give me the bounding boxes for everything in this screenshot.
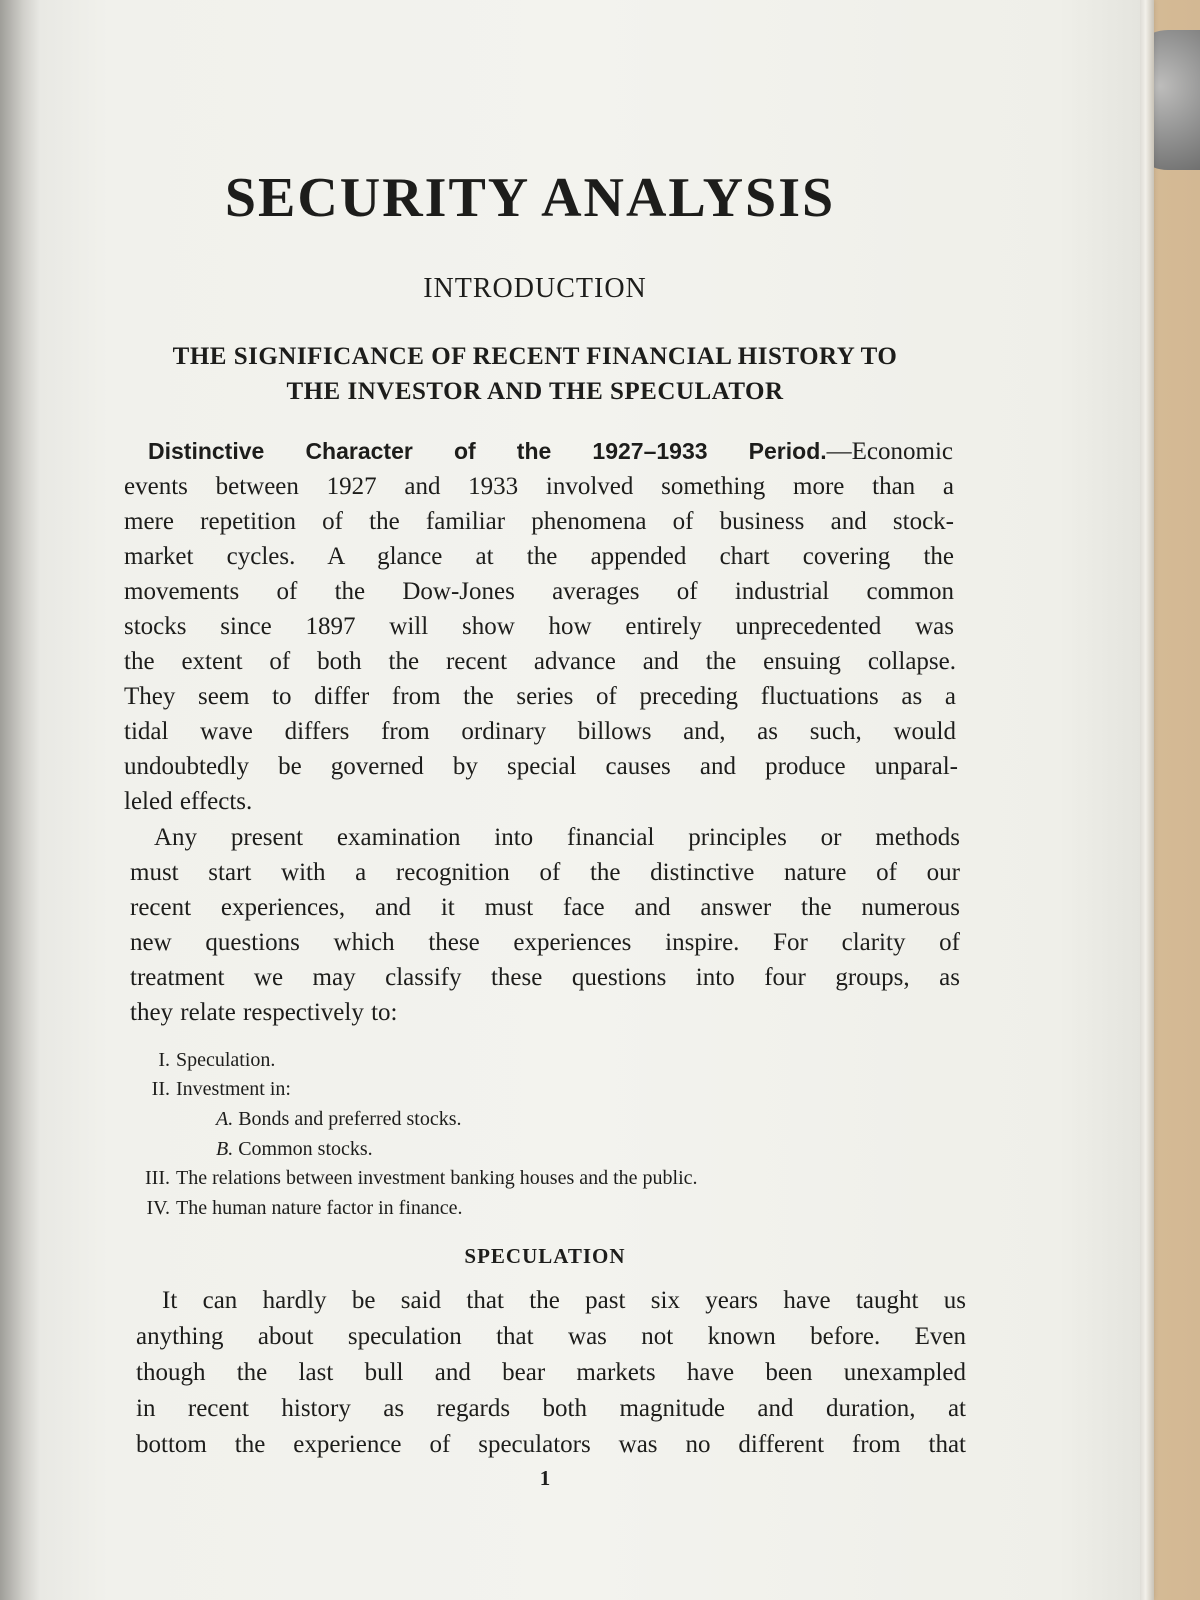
chapter-heading: INTRODUCTION bbox=[423, 273, 647, 304]
section-line-3: though the last bull and bear markets have been unexampled bbox=[136, 1359, 966, 1386]
page-number: 1 bbox=[539, 1466, 551, 1490]
paragraph-text: —Economic bbox=[826, 438, 953, 465]
paragraph-1-line-6: stocks since 1897 will show how entirely unprecedented was bbox=[124, 613, 954, 640]
section-line-1: It can hardly be said that the past six years have taught us bbox=[162, 1287, 966, 1314]
paragraph-2-line-6: they relate respectively to: bbox=[130, 999, 398, 1026]
list-numeral: III. bbox=[145, 1167, 170, 1189]
section-line-4: in recent history as regards both magnitude and duration, at bbox=[136, 1395, 966, 1422]
list-item-text: The human nature factor in finance. bbox=[176, 1197, 463, 1219]
list-item-1 bbox=[130, 1049, 275, 1072]
subtitle-line-1: THE SIGNIFICANCE OF RECENT FINANCIAL HISTORY TO bbox=[172, 343, 898, 370]
list-item-text: The relations between investment banking houses and the public. bbox=[176, 1167, 698, 1189]
paragraph-1-line-8: They seem to differ from the series of preceding fluctuations as a bbox=[124, 683, 956, 710]
list-item-3 bbox=[130, 1167, 698, 1190]
list-item-text: Speculation. bbox=[176, 1049, 276, 1071]
list-numeral: II. bbox=[151, 1078, 170, 1100]
list-letter: B. bbox=[216, 1138, 234, 1160]
section-heading-speculation: SPECULATION bbox=[464, 1244, 626, 1268]
paragraph-1-line-5: movements of the Dow-Jones averages of industrial common bbox=[124, 578, 954, 605]
paragraph-1-line-3: mere repetition of the familiar phenomena of business and stock- bbox=[124, 508, 954, 535]
paragraph-1-line-2: events between 1927 and 1933 involved something more than a bbox=[124, 473, 954, 500]
paragraph-1-line-7: the extent of both the recent advance and the ensuing collapse. bbox=[124, 648, 956, 675]
list-subitem-b bbox=[216, 1138, 373, 1161]
paragraph-1-line-9: tidal wave differs from ordinary billows and, as such, would bbox=[124, 718, 956, 745]
section-line-2: anything about speculation that was not known before. Even bbox=[136, 1323, 966, 1350]
book-spine-shadow bbox=[0, 0, 40, 1600]
paragraph-2-line-4: new questions which these experiences inspire. For clarity of bbox=[130, 929, 960, 956]
subtitle-line-2: THE INVESTOR AND THE SPECULATOR bbox=[286, 378, 784, 405]
paragraph-2-line-2: must start with a recognition of the distinctive nature of our bbox=[130, 859, 960, 886]
paragraph-1-line-1 bbox=[148, 434, 953, 469]
paragraph-2-line-1: Any present examination into financial principles or methods bbox=[154, 824, 960, 851]
list-numeral: IV. bbox=[146, 1197, 170, 1219]
paragraph-1-line-4: market cycles. A glance at the appended chart covering the bbox=[124, 543, 954, 570]
paragraph-1-line-10: undoubtedly be governed by special causes and produce unparal- bbox=[124, 753, 958, 780]
paragraph-2-line-3: recent experiences, and it must face and answer the numerous bbox=[130, 894, 960, 921]
list-item-text: Investment in: bbox=[176, 1078, 291, 1100]
list-item-text: Common stocks. bbox=[238, 1138, 373, 1160]
paragraph-2-line-5: treatment we may classify these questions into four groups, as bbox=[130, 964, 960, 991]
page-edge bbox=[1140, 0, 1154, 1600]
section-line-5: bottom the experience of speculators was no different from that bbox=[136, 1431, 966, 1458]
list-letter: A. bbox=[216, 1108, 234, 1130]
list-subitem-a bbox=[216, 1108, 462, 1131]
list-item-2 bbox=[130, 1078, 291, 1101]
paragraph-1-line-11: leled effects. bbox=[124, 788, 253, 815]
list-item-4 bbox=[130, 1197, 463, 1220]
list-numeral: I. bbox=[158, 1049, 170, 1071]
list-item-text: Bonds and preferred stocks. bbox=[238, 1108, 462, 1130]
book-title: SECURITY ANALYSIS bbox=[224, 167, 836, 229]
run-in-heading: Distinctive Character of the 1927–1933 Period. bbox=[148, 438, 827, 464]
